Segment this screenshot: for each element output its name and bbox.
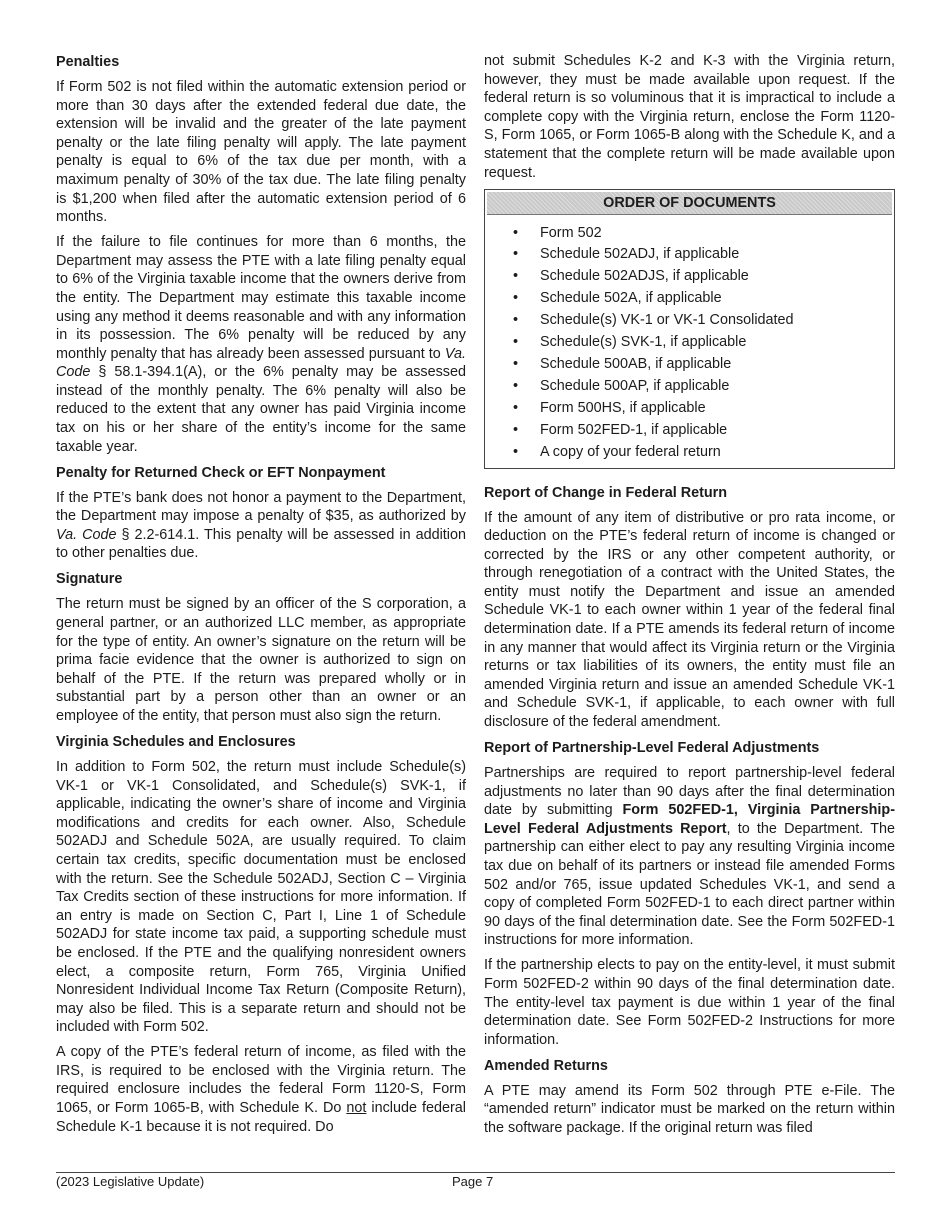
amended-returns-paragraph: A PTE may amend its Form 502 through PTE e-File. The “amended return” indicator must be marked on the return within the software package. If the original return was filed <box>484 1082 895 1136</box>
signature-heading: Signature <box>56 571 123 588</box>
partnership-paragraph-1: Partnerships are required to report partnership-level federal adjustments no later than 90 days after the final determination date by submitting Form 502FED-1, Virginia Partnership-Level Federal Adjustments Report, to the Department. The partnership can either elect to pay any resulting Virginia income tax due on behalf of its partners or instead file amended Forms 502 and/or 765, issue updated Schedules VK-1, and send a copy of completed Form 502FED-1 to each direct partner within 90 days of the final determination date. See the Form 502FED-1 instructions for more information. <box>484 765 895 949</box>
order-of-documents-title: ORDER OF DOCUMENTS <box>487 192 892 215</box>
order-of-documents-list <box>485 223 894 464</box>
order-item: • Schedule(s) VK-1 or VK-1 Consolidated <box>513 310 894 332</box>
penalties-paragraph-2: If the failure to file continues for more than 6 months, the Department may assess the PTE with a late filing penalty equal to 6% of the Virginia taxable income that the owners derive from the entity. The Department may estimate this taxable income using any method it deems reasonable and with any information in its possession. The 6% penalty will be reduced by any monthly penalty that has already been assessed pursuant to Va. Code § 58.1-394.1(A), or the 6% penalty may be assessed instead of the monthly penalty. The 6% penalty will also be reduced to the extent that any owner has paid Virginia income tax on his or her share of the entity’s income for the same taxable year. <box>56 234 466 455</box>
partnership-paragraph-2: If the partnership elects to pay on the entity-level, it must submit Form 502FED-2 within 90 days of the final determination date. The entity-level tax payment is due within 1 year of the final determination date. See Form 502FED-2 Instructions for more information. <box>484 957 895 1048</box>
order-item: • Form 500HS, if applicable <box>513 398 894 420</box>
returned-check-heading: Penalty for Returned Check or EFT Nonpayment <box>56 464 386 481</box>
order-item: • Schedule 502ADJS, if applicable <box>513 266 894 288</box>
report-change-heading: Report of Change in Federal Return <box>484 484 728 501</box>
schedules-paragraph-1: In addition to Form 502, the return must include Schedule(s) VK-1 or VK-1 Consolidated, and Schedule(s) SVK-1, if applicable, indicating the owner’s share of income and Virginia modifications and credits for each owner. Also, Schedule 502ADJ and Schedule 502A, are usually required. To claim certain tax credits, specific documentation must be enclosed with the return. See the Schedule 502ADJ, Section C – Virginia Tax Credits section of these instructions for more information. If an entry is made on Section C, Part I, Line 1 of Schedule 502ADJ for state income tax paid, a supporting schedule must be enclosed. If the PTE and the qualifying nonresident owners elect, a composite return, Form 765, Virginia Unified Nonresident Individual Income Tax Return (Composite Return), may also be filed. This is a separate return and should not be included with Form 502. <box>56 758 466 1036</box>
continued-paragraph: not submit Schedules K-2 and K-3 with the Virginia return, however, they must be made available upon request. If the federal return is so voluminous that it is impractical to include a complete copy with the Virginia return, enclose the Form 1120-S, Form 1065, or Form 1065-B along with the Schedule K, and a statement that the complete return will be made available upon request. <box>484 53 895 181</box>
penalties-paragraph-1: If Form 502 is not filed within the automatic extension period or more than 30 days after the extended federal due date, the extension will be invalid and the greater of the late payment penalty or the late filing penalty will apply. The late payment penalty is equal to 6% of the tax due per month, with a maximum penalty of 30% of the tax due. The late filing penalty is $1,200 when filed after the automatic extension period of 6 months. <box>56 79 466 226</box>
order-item: • Schedule 500AB, if applicable <box>513 354 894 376</box>
order-item: • Schedule(s) SVK-1, if applicable <box>513 332 894 354</box>
footer-edition: (2023 Legislative Update) <box>56 1174 205 1189</box>
footer-divider <box>56 1172 895 1173</box>
report-change-paragraph: If the amount of any item of distributive or pro rata income, or deduction on the PTE’s federal return of income is changed or corrected by the IRS or any other competent authority, or through renegotiation of a contract with the United States, the entity must notify the Department and issue an amended Schedule VK-1 to each owner within 1 year of the federal final determination date. If a PTE amends its federal return of income in any manner that would affect its Virginia return or the Virginia returns or tax liabilities of its owners, the entity must file an amended Virginia return and issue an amended Schedule VK-1 and Schedule SVK-1, if applicable, to each owner with full disclosure of the federal amendment. <box>484 509 895 731</box>
partnership-heading: Report of Partnership-Level Federal Adjustments <box>484 740 820 757</box>
schedules-paragraph-2: A copy of the PTE’s federal return of income, as filed with the IRS, is required to be enclosed with the Virginia return. The required enclosure includes the federal Form 1120-S, Form 1065, or Form 1065-B, with Schedule K. Do not include federal Schedule K-1 because it is not required. Do <box>56 1044 466 1135</box>
schedules-heading: Virginia Schedules and Enclosures <box>56 733 296 750</box>
order-item: • Schedule 500AP, if applicable <box>513 376 894 398</box>
amended-returns-heading: Amended Returns <box>484 1057 608 1074</box>
signature-paragraph: The return must be signed by an officer of the S corporation, a general partner, or an authorized LLC member, as appropriate for the type of entity. An owner’s signature on the return will be prima facie evidence that the owner is authorized to sign on behalf of the PTE. If the return was prepared wholly or in substantial part by a person other than an owner or an employee of the entity, that person must also sign the return. <box>56 596 466 724</box>
returned-check-paragraph: If the PTE’s bank does not honor a payment to the Department, the Department may impose a penalty of $35, as authorized by Va. Code § 2.2-614.1. This penalty will be assessed in addition to other penalties due. <box>56 489 466 562</box>
order-item: • Schedule 502ADJ, if applicable <box>513 244 894 266</box>
order-item: • Schedule 502A, if applicable <box>513 288 894 310</box>
penalties-heading: Penalties <box>56 54 120 70</box>
left-column <box>56 52 466 1143</box>
page-number: Page 7 <box>452 1174 494 1189</box>
order-of-documents-box <box>484 189 895 469</box>
order-item: • A copy of your federal return <box>513 442 894 464</box>
right-column <box>484 52 895 1144</box>
order-item: • Form 502 <box>513 223 894 245</box>
order-item: • Form 502FED-1, if applicable <box>513 420 894 442</box>
